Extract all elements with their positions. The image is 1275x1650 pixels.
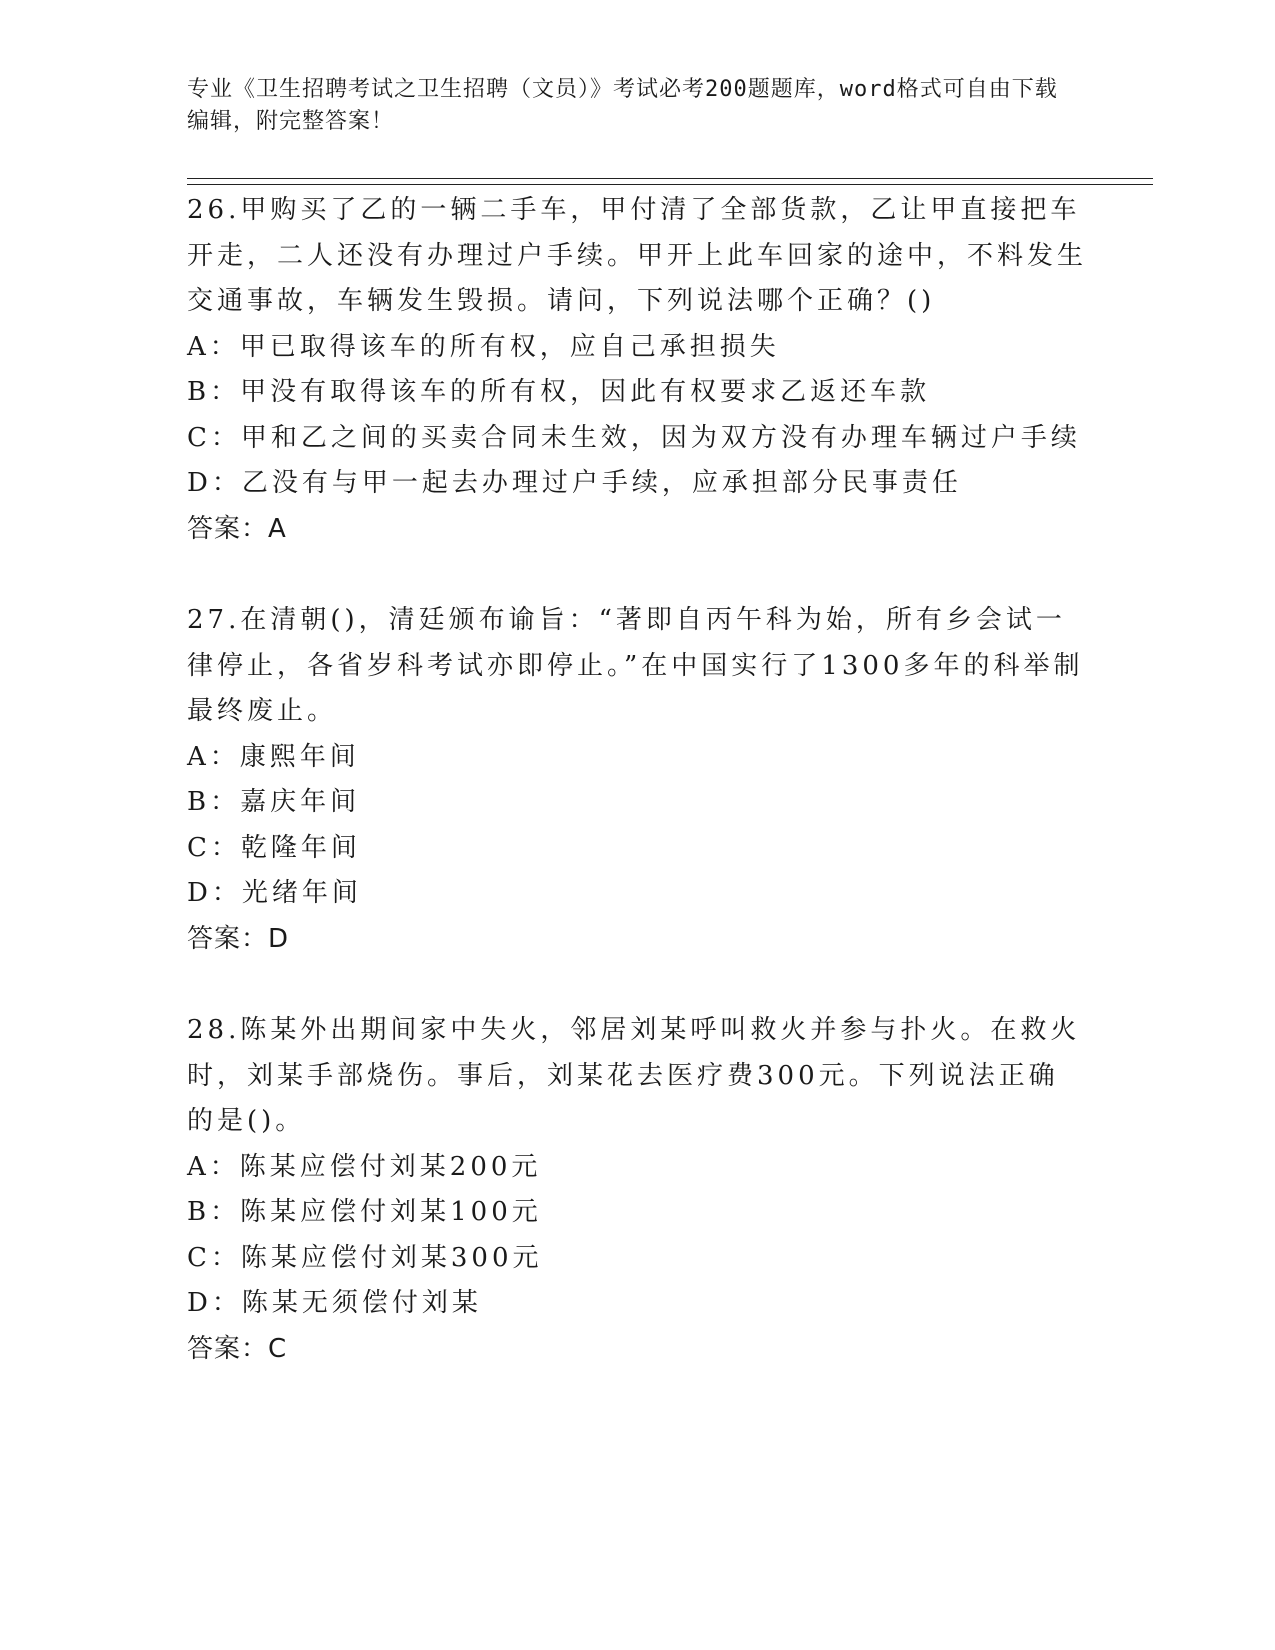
question-text: 26.甲购买了乙的一辆二手车，甲付清了全部货款，乙让甲直接把车开走，二人还没有办理过户手续。甲开上此车回家的途中，不料发生交通事故，车辆发生毁损。请问，下列说法哪个正确？() (187, 195, 1088, 316)
option-a: A：陈某应偿付刘某200元 (187, 1151, 542, 1182)
header-divider-top (187, 178, 1153, 179)
option-b: B：甲没有取得该车的所有权，因此有权要求乙返还车款 (187, 377, 931, 407)
option-d: D：乙没有与甲一起去办理过户手续，应承担部分民事责任 (187, 468, 962, 498)
option-d: D：陈某无须偿付刘某 (187, 1288, 482, 1318)
option-b: B：陈某应偿付刘某100元 (187, 1197, 542, 1227)
question-text: 27.在清朝()，清廷颁布谕旨：“著即自丙午科为始，所有乡会试一律停止，各省岁科考试亦即停止。”在中国实行了1300多年的科举制最终废止。 (187, 605, 1084, 726)
option-b: B：嘉庆年间 (187, 787, 361, 817)
option-a: A：康熙年间 (187, 741, 360, 772)
option-c: C：陈某应偿付刘某300元 (187, 1242, 543, 1273)
question-27 (187, 598, 1087, 962)
question-list (187, 188, 1087, 1418)
option-c: C：甲和乙之间的买卖合同未生效，因为双方没有办理车辆过户手续 (187, 422, 1081, 453)
option-a: A：甲已取得该车的所有权，应自己承担损失 (187, 331, 780, 362)
answer-line: 答案：D (187, 923, 290, 954)
answer-line: 答案：A (187, 513, 287, 544)
header-divider-bottom (187, 184, 1153, 185)
option-c: C：乾隆年间 (187, 832, 361, 863)
question-26 (187, 188, 1087, 552)
option-d: D：光绪年间 (187, 878, 362, 908)
document-header: 专业《卫生招聘考试之卫生招聘（文员）》考试必考200题题库，word格式可自由下载编辑，附完整答案！ (187, 77, 1058, 134)
question-28 (187, 1008, 1087, 1372)
answer-line: 答案：C (187, 1333, 288, 1364)
question-text: 28.陈某外出期间家中失火，邻居刘某呼叫救火并参与扑火。在救火时，刘某手部烧伤。事后，刘某花去医疗费300元。下列说法正确的是()。 (187, 1015, 1081, 1136)
